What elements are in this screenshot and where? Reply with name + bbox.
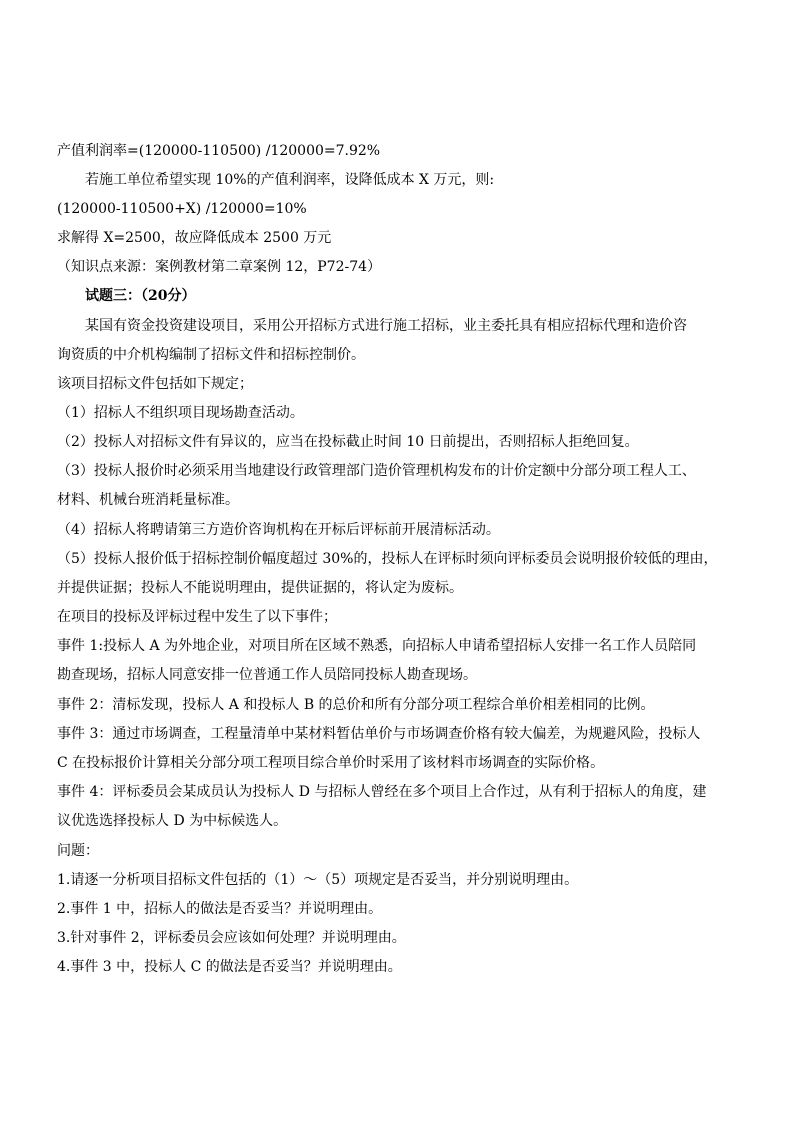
event-1-line2: 勘查现场，招标人同意安排一位普通工作人员陪同投标人勘查现场。 (57, 667, 477, 683)
event-4-line2: 议优选选择投标人 D 为中标候选人。 (57, 813, 288, 829)
events-intro: 在项目的投标及评标过程中发生了以下事件； (57, 609, 337, 625)
event-1-line1: 事件 1:投标人 A 为外地企业，对项目所在区域不熟悉，向招标人申请希望招标人安排一名工作人员陪同 (57, 638, 697, 654)
event-4-line1: 事件 4：评标委员会某成员认为投标人 D 与招标人曾经在多个项目上合作过，从有利于招标人的角度，建 (57, 784, 707, 800)
question-4: 4.事件 3 中，投标人 C 的做法是否妥当？并说明理由。 (57, 959, 402, 975)
rule-5-line2: 并提供证据；投标人不能说明理由，提供证据的，将认定为废标。 (57, 580, 463, 596)
paragraph-intro-line1: 某国有资金投资建设项目，采用公开招标方式进行施工招标，业主委托具有相应招标代理和造价咨 (85, 318, 687, 334)
rule-3-line1: （3）投标人报价时必须采用当地建设行政管理部门造价管理机构发布的计价定额中分部分项工程人工、 (57, 463, 696, 479)
profit-rate-formula: 产值利润率=(120000-110500) /120000=7.92% (57, 143, 381, 159)
question-3: 3.针对事件 2，评标委员会应该如何处理？并说明理由。 (57, 930, 406, 946)
equation-line: (120000-110500+X) /120000=10% (57, 201, 307, 217)
event-3-line1: 事件 3：通过市场调查，工程量清单中某材料暂估单价与市场调查价格有较大偏差，为规避风险，投标人 (57, 726, 701, 742)
rule-1: （1）招标人不组织项目现场勘查活动。 (57, 405, 304, 421)
knowledge-source: （知识点来源：案例教材第二章案例 12，P72-74） (57, 259, 382, 275)
target-profit-statement: 若施工单位希望实现 10%的产值利润率，设降低成本 X 万元，则: (85, 172, 495, 188)
event-2: 事件 2：清标发现，投标人 A 和投标人 B 的总价和所有分部分项工程综合单价相差相同的比例。 (57, 697, 655, 713)
rule-2: （2）投标人对招标文件有异议的，应当在投标截止时间 10 日前提出，否则招标人拒绝回复。 (57, 434, 639, 450)
rule-4: （4）招标人将聘请第三方造价咨询机构在开标后评标前开展清标活动。 (57, 522, 500, 538)
rule-5-line1: （5）投标人报价低于招标控制价幅度超过 30%的，投标人在评标时须向评标委员会说明报价较低的理由， (57, 551, 718, 567)
question-1: 1.请逐一分析项目招标文件包括的（1）～（5）项规定是否妥当，并分别说明理由。 (57, 872, 579, 888)
question-three-heading: 试题三：（20分） (85, 288, 196, 304)
questions-heading: 问题： (57, 843, 99, 859)
event-3-line2: C 在投标报价计算相关分部分项工程项目综合单价时采用了该材料市场调查的实际价格。 (57, 755, 605, 771)
paragraph-intro-line2: 询资质的中介机构编制了招标文件和招标控制价。 (57, 347, 365, 363)
solution-line: 求解得 X=2500，故应降低成本 2500 万元 (57, 230, 332, 246)
question-2: 2.事件 1 中，招标人的做法是否妥当？并说明理由。 (57, 901, 383, 917)
rules-intro: 该项目招标文件包括如下规定； (57, 376, 253, 392)
rule-3-line2: 材料、机械台班消耗量标准。 (57, 492, 239, 508)
